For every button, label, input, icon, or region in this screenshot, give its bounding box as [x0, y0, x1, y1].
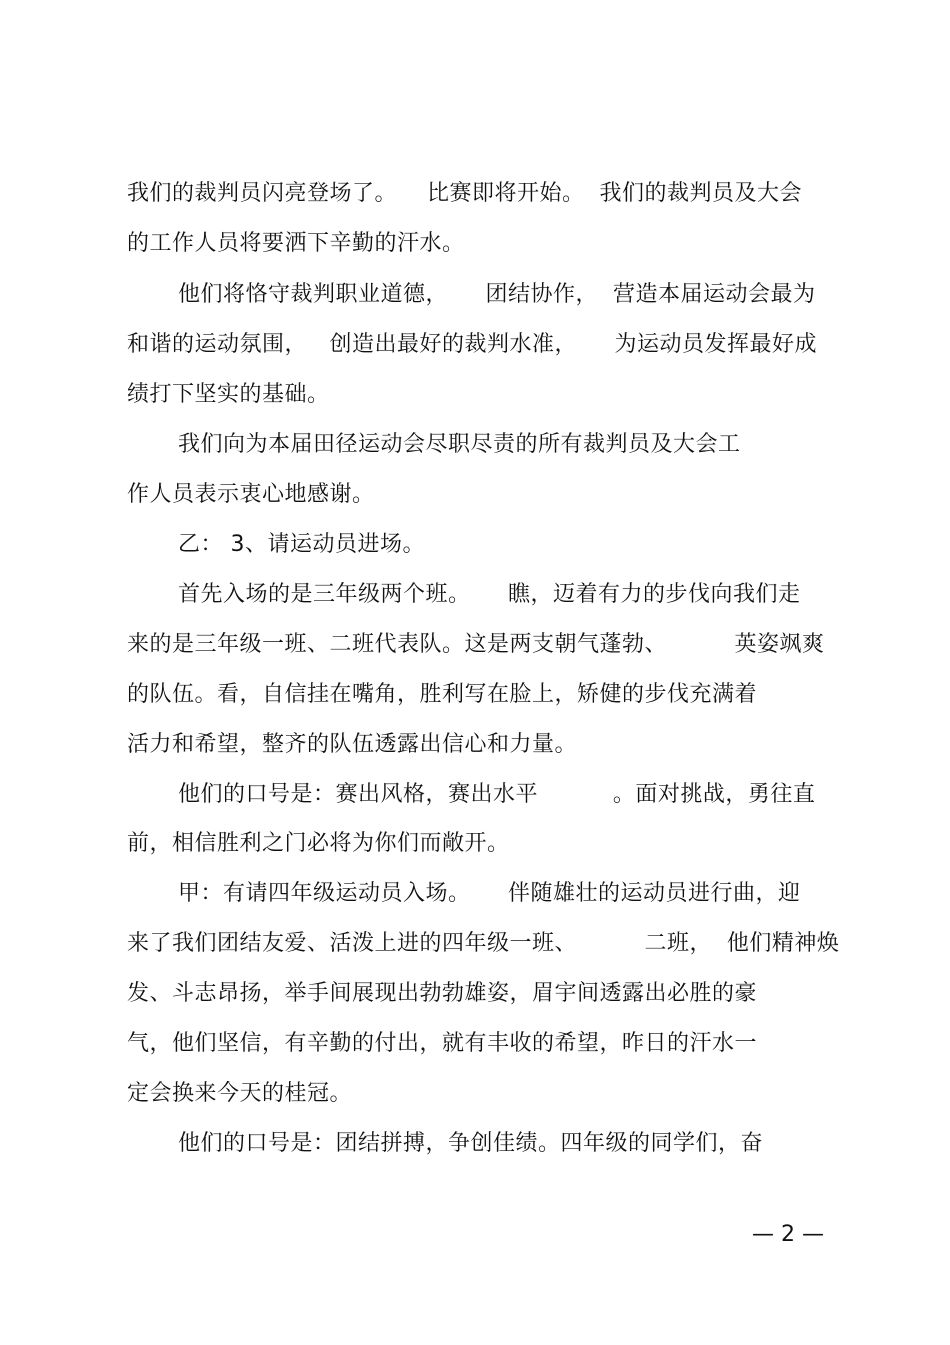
text-line-17: 发、斗志昂扬，举手间展现出勃勃雄姿，眉宇间透露出必胜的豪	[127, 981, 758, 1006]
text-line-7: 作人员表示衷心地感谢。	[127, 482, 375, 507]
text-line-16: 来了我们团结友爱、活泼上进的四年级一班、 二班， 他们精神焕	[127, 931, 840, 956]
text-line-2: 的工作人员将要洒下辛勤的汗水。	[127, 231, 465, 256]
text-line-6: 我们向为本届田径运动会尽职尽责的所有裁判员及大会工	[178, 432, 741, 457]
text-line-20: 他们的口号是：团结拼搏，争创佳绩。四年级的同学们，奋	[178, 1131, 764, 1156]
text-line-12: 活力和希望，整齐的队伍透露出信心和力量。	[127, 732, 578, 757]
text-line-13: 他们的口号是：赛出风格，赛出水平 。面对挑战，勇往直	[178, 782, 816, 807]
text-line-4: 和谐的运动氛围， 创造出最好的裁判水准， 为运动员发挥最好成	[127, 332, 817, 357]
text-line-18: 气，他们坚信，有辛勤的付出，就有丰收的希望，昨日的汗水一	[127, 1031, 758, 1056]
text-line-9: 首先入场的是三年级两个班。 瞧，迈着有力的步伐向我们走	[178, 582, 801, 607]
text-line-14: 前，相信胜利之门必将为你们而敞开。	[127, 831, 510, 856]
text-line-8: 乙： 3、请运动员进场。	[178, 532, 425, 557]
page-number: — 2 —	[752, 1222, 824, 1247]
text-line-10: 来的是三年级一班、二班代表队。这是两支朝气蓬勃、 英姿飒爽	[127, 632, 825, 657]
text-line-15: 甲：有请四年级运动员入场。 伴随雄壮的运动员进行曲，迎	[178, 881, 801, 906]
text-line-11: 的队伍。看，自信挂在嘴角，胜利写在脸上，矫健的步伐充满着	[127, 682, 758, 707]
text-line-1: 我们的裁判员闪亮登场了。 比赛即将开始。 我们的裁判员及大会	[127, 181, 802, 206]
text-line-3: 他们将恪守裁判职业道德， 团结协作， 营造本届运动会最为	[178, 282, 816, 307]
text-line-19: 定会换来今天的桂冠。	[127, 1081, 353, 1106]
text-line-5: 绩打下坚实的基础。	[127, 382, 330, 407]
